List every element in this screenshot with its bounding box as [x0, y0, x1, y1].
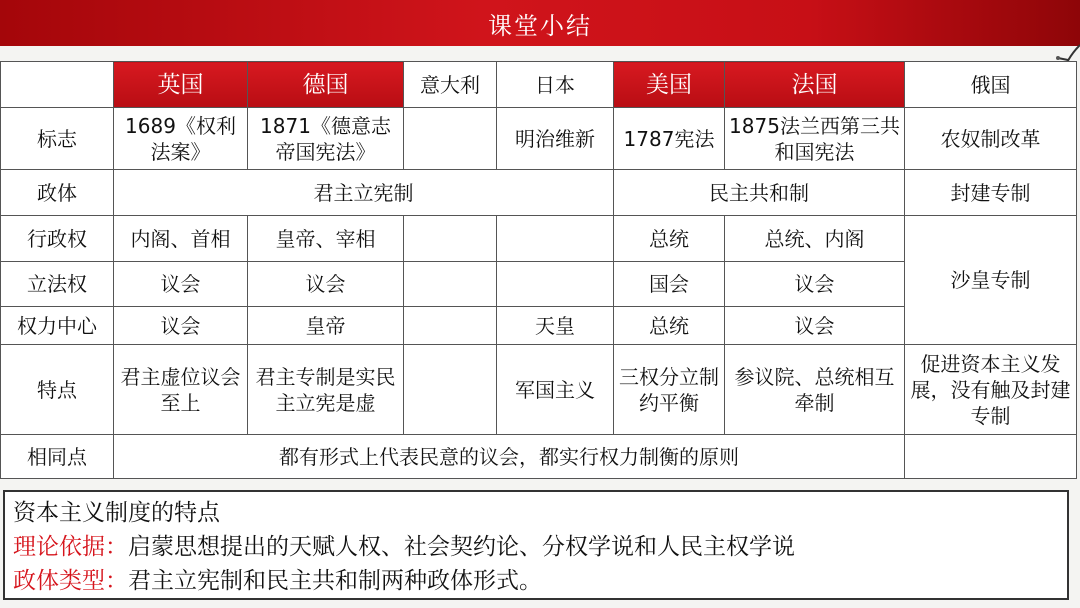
cell-uk: 1689《权利法案》	[114, 108, 248, 170]
cell-common: 都有形式上代表民意的议会，都实行权力制衡的原则	[114, 435, 905, 479]
header-de: 德国	[248, 62, 404, 108]
cell-us: 总统	[614, 307, 725, 345]
row-label: 行政权	[1, 216, 114, 262]
cell-it	[404, 262, 497, 307]
cell-uk: 君主虚位议会至上	[114, 345, 248, 435]
summary-theory	[13, 530, 1059, 564]
title-bar	[0, 0, 1080, 46]
header-ru: 俄国	[905, 62, 1077, 108]
page-title: 课堂小结	[488, 11, 592, 40]
row-common	[1, 435, 1077, 479]
summary-box	[3, 490, 1069, 600]
cell-fr: 总统、内阁	[725, 216, 905, 262]
cell-us: 1787宪法	[614, 108, 725, 170]
cell-it	[404, 345, 497, 435]
theory-label: 理论依据：	[13, 534, 128, 560]
row-polity	[1, 170, 1077, 216]
cell-fr: 1875法兰西第三共和国宪法	[725, 108, 905, 170]
row-label: 权力中心	[1, 307, 114, 345]
header-it: 意大利	[404, 62, 497, 108]
summary-polity	[13, 564, 1059, 598]
cell-fr: 议会	[725, 262, 905, 307]
cell-monarchy: 君主立宪制	[114, 170, 614, 216]
cell-ru: 促进资本主义发展，没有触及封建专制	[905, 345, 1077, 435]
header-fr: 法国	[725, 62, 905, 108]
cell-fr: 参议院、总统相互牵制	[725, 345, 905, 435]
cell-de: 皇帝	[248, 307, 404, 345]
cell-ru-tsar: 沙皇专制	[905, 216, 1077, 345]
cell-ru: 封建专制	[905, 170, 1077, 216]
summary-heading: 资本主义制度的特点	[13, 500, 220, 526]
polity-label: 政体类型：	[13, 568, 128, 594]
cell-us: 三权分立制约平衡	[614, 345, 725, 435]
cell-jp	[497, 216, 614, 262]
row-executive	[1, 216, 1077, 262]
row-label: 相同点	[1, 435, 114, 479]
row-symbol	[1, 108, 1077, 170]
cell-jp: 明治维新	[497, 108, 614, 170]
row-feature	[1, 345, 1077, 435]
cell-uk: 议会	[114, 307, 248, 345]
cell-fr: 议会	[725, 307, 905, 345]
polity-text: 君主立宪制和民主共和制两种政体形式。	[128, 568, 542, 594]
cell-de: 君主专制是实民主立宪是虚	[248, 345, 404, 435]
theory-text: 启蒙思想提出的天赋人权、社会契约论、分权学说和人民主权学说	[128, 534, 795, 560]
cell-de: 1871《德意志帝国宪法》	[248, 108, 404, 170]
cell-jp	[497, 262, 614, 307]
row-label: 立法权	[1, 262, 114, 307]
header-jp: 日本	[497, 62, 614, 108]
header-uk: 英国	[114, 62, 248, 108]
cell-de: 议会	[248, 262, 404, 307]
cell-republic: 民主共和制	[614, 170, 905, 216]
cell-uk: 内阁、首相	[114, 216, 248, 262]
header-row	[1, 62, 1077, 108]
comparison-table	[0, 61, 1077, 479]
header-corner	[1, 62, 114, 108]
row-label: 标志	[1, 108, 114, 170]
cell-us: 总统	[614, 216, 725, 262]
row-label: 特点	[1, 345, 114, 435]
cell-it	[404, 307, 497, 345]
cell-ru: 农奴制改革	[905, 108, 1077, 170]
cell-ru	[905, 435, 1077, 479]
cell-it	[404, 216, 497, 262]
cell-de: 皇帝、宰相	[248, 216, 404, 262]
cell-us: 国会	[614, 262, 725, 307]
header-us: 美国	[614, 62, 725, 108]
cell-jp: 天皇	[497, 307, 614, 345]
cell-jp: 军国主义	[497, 345, 614, 435]
row-label: 政体	[1, 170, 114, 216]
cell-uk: 议会	[114, 262, 248, 307]
cell-it	[404, 108, 497, 170]
